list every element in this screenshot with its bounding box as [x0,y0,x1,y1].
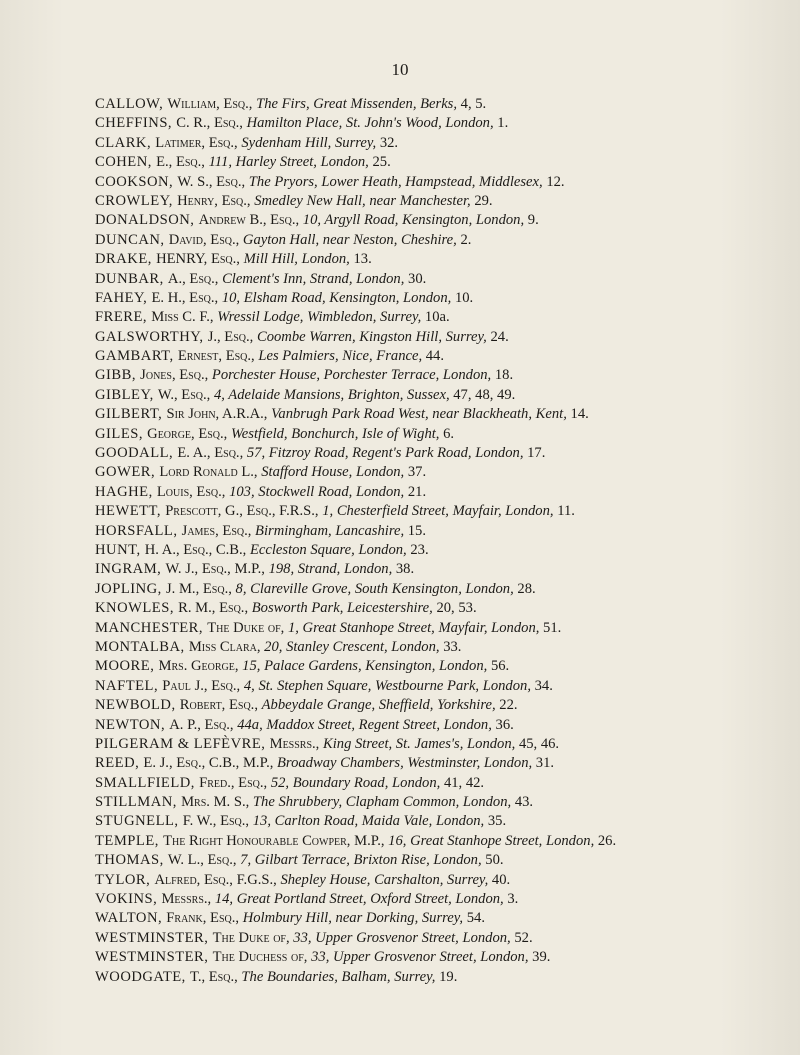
entry-surname: DRAKE, [95,251,157,268]
entry-address: Coombe Warren, Kingston Hill, Surrey, [256,328,491,345]
entry-address: 7, Gilbart Terrace, Brixton Rise, London, [240,852,486,869]
entry-surname: FAHEY, [95,289,152,306]
entry-given-name: W. S., Esq., [177,173,249,190]
entry-address: King Street, St. James's, London, [322,735,519,752]
entry-number: 34. [534,677,553,694]
entry-number: 1. [497,115,509,132]
list-item [95,192,795,211]
entry-number: 38. [395,561,415,578]
entry-given-name: Miss C. F., [151,309,218,326]
entry-number: 13. [353,251,372,268]
entry-address: 4, Adelaide Mansions, Brighton, Sussex, [213,386,454,403]
entry-surname: WESTMINSTER, [95,929,213,946]
entry-surname: STILLMAN, [95,794,182,811]
entry-surname: CLARK, [95,134,156,151]
list-item [95,774,795,793]
list-item [95,425,795,444]
list-item [95,716,795,735]
list-item [95,308,795,327]
entry-address: 57, Fitzroy Road, Regent's Park Road, London, [246,445,528,462]
entry-address: The Shrubbery, Clapham Common, London, [252,794,515,811]
entry-given-name: W., Esq., [157,386,214,403]
entry-surname: THOMAS, [95,852,168,869]
entry-given-name: E., Esq., [156,154,209,171]
entry-address: Stafford House, London, [261,464,408,481]
entry-number: 19. [439,968,458,985]
entry-given-name: Miss Clara, [188,638,265,655]
entry-address: 1, Chesterfield Street, Mayfair, London, [322,503,558,520]
entry-address: 103, Stockwell Road, London, [229,483,408,500]
entry-address: 10, Elsham Road, Kensington, London, [221,289,455,306]
list-item [95,541,795,560]
list-item [95,677,795,696]
list-item [95,812,795,831]
entry-given-name: The Duke of, [207,619,288,636]
entry-given-name: The Duchess of, [212,949,312,966]
entry-given-name: F. W., Esq., [182,813,253,830]
entry-given-name: H. A., Esq., C.B., [144,541,250,558]
entry-given-name: The Duke of, [212,929,294,946]
entry-number: 20, 53. [436,600,477,617]
entry-address: 13, Carlton Road, Maida Vale, London, [252,813,488,830]
entry-surname: CROWLEY, [95,192,178,209]
entry-address: The Pryors, Lower Heath, Hampstead, Middlesex, [248,173,547,190]
entry-address: 20, Stanley Crescent, London, [264,638,444,655]
entry-surname: CHEFFINS, [95,115,177,132]
entry-given-name: William, Esq., [167,96,257,112]
entry-address: Birmingham, Lancashire, [255,522,408,539]
list-item [95,522,795,541]
list-item [95,231,795,250]
entry-surname: WOODGATE, [95,968,190,985]
list-item [95,405,795,424]
entry-address: Vanbrugh Park Road West, near Blackheath, Kent, [271,406,571,423]
entry-address: 10, Argyll Road, Kensington, London, [302,212,528,229]
entry-surname: CALLOW, [95,96,168,112]
entry-given-name: The Right Honourable Cowper, M.P., [163,832,389,849]
list-item [95,948,795,967]
entry-address: 198, Strand, London, [268,561,396,578]
list-item [95,619,795,638]
list-item [95,289,795,308]
entry-address: 33, Upper Grosvenor Street, London, [311,949,533,966]
entry-surname: DUNBAR, [95,270,168,287]
entry-address: 4, St. Stephen Square, Westbourne Park, London, [243,677,535,694]
entry-number: 15. [407,522,426,539]
list-item [95,250,795,269]
entry-number: 37. [407,464,427,481]
entry-surname: GALSWORTHY, [95,328,208,345]
entry-number: 29. [474,192,493,209]
entry-number: 2. [460,231,472,248]
entry-address: Holmbury Hill, near Dorking, Surrey, [242,910,467,927]
list-item [95,968,795,987]
list-item [95,657,795,676]
entry-surname: SMALLFIELD, [95,774,200,791]
entry-address: Porchester House, Porchester Terrace, London, [211,367,495,384]
entry-number: 56. [490,658,510,675]
entry-given-name: J. M., Esq., [165,580,236,597]
entry-address: Broadway Chambers, Westminster, London, [277,755,536,772]
entry-surname: FRERE, [95,309,152,326]
entry-number: 47, 48, 49. [453,386,516,403]
entry-number: 39. [532,949,551,966]
entry-number: 23. [410,541,429,558]
entry-surname: NEWBOLD, [95,697,180,714]
entry-address: 14, Great Portland Street, Oxford Street, London, [214,891,508,908]
entry-surname: STUGNELL, [95,813,183,830]
list-item [95,909,795,928]
entry-given-name: Mrs. George, [158,658,243,675]
entry-surname: GIBLEY, [95,386,158,403]
entry-address: Wressil Lodge, Wimbledon, Surrey, [217,309,425,326]
entry-surname: TYLOR, [95,871,155,888]
entry-number: 54. [466,910,485,927]
entry-number: 6. [443,425,455,442]
list-item [95,580,795,599]
list-item [95,754,795,773]
entry-address: Gayton Hall, near Neston, Cheshire, [242,231,461,248]
entry-given-name: HENRY, Esq., [156,251,244,268]
entry-address: 111, Harley Street, London, [208,154,373,171]
entry-surname: HAGHE, [95,483,157,500]
entry-surname: WESTMINSTER, [95,949,213,966]
entry-number: 51. [543,619,562,636]
list-item [95,95,795,114]
entry-given-name: W. J., Esq., M.P., [165,561,269,578]
entry-given-name: E. H., Esq., [151,289,222,306]
entry-given-name: A. P., Esq., [169,716,238,733]
list-item [95,347,795,366]
entry-number: 22. [499,697,518,714]
entry-address: Sydenham Hill, Surrey, [241,134,380,151]
entry-address: Abbeydale Grange, Sheffield, Yorkshire, [261,697,500,714]
entry-address: Hamilton Place, St. John's Wood, London, [246,115,498,132]
entry-given-name: Latimer, Esq., [155,134,242,151]
entry-given-name: Frank, Esq., [166,910,243,927]
entry-given-name: James, Esq., [181,522,256,539]
entry-number: 40. [491,871,511,888]
entry-address: The Boundaries, Balham, Surrey, [241,968,440,985]
entry-surname: GOODALL, [95,445,178,462]
list-item [95,871,795,890]
entry-given-name: Messrs., [269,735,323,752]
entry-surname: MOORE, [95,658,159,675]
entry-surname: REED, [95,755,144,772]
entry-surname: DONALDSON, [95,212,199,229]
entry-surname: COHEN, [95,154,157,171]
entry-number: 28. [517,580,536,597]
entry-address: Clement's Inn, Strand, London, [222,270,409,287]
entry-surname: HORSFALL, [95,522,182,539]
entry-given-name: Jones, Esq., [140,367,212,384]
entry-number: 25. [372,154,391,171]
entry-number: 24. [490,328,509,345]
entry-address: The Firs, Great Missenden, Berks, [256,96,461,112]
list-item [95,599,795,618]
entry-address: Bosworth Park, Leicestershire, [251,600,437,617]
list-item [95,444,795,463]
entry-given-name: E. J., Esq., C.B., M.P., [143,755,278,772]
entry-given-name: Robert, Esq., [179,697,262,714]
list-item [95,328,795,347]
entry-given-name: David, Esq., [168,231,243,248]
entry-given-name: Prescott, G., Esq., F.R.S., [165,503,323,520]
entry-surname: NEWTON, [95,716,170,733]
entry-address: Smedley New Hall, near Manchester, [254,192,475,209]
entry-surname: GILES, [95,425,148,442]
entry-number: 30. [408,270,427,287]
list-item [95,211,795,230]
entry-surname: GOWER, [95,464,160,481]
entry-number: 14. [570,406,589,423]
entry-surname: MANCHESTER, [95,619,208,636]
list-item [95,134,795,153]
entry-given-name: Andrew B., Esq., [198,212,303,229]
entry-given-name: Henry, Esq., [177,192,255,209]
entry-given-name: Alfred, Esq., F.G.S., [154,871,281,888]
entry-given-name: Messrs., [161,891,215,908]
entry-number: 10a. [424,309,450,326]
entry-surname: COOKSON, [95,173,178,190]
entry-given-name: Fred., Esq., [199,774,271,791]
entry-address: 52, Boundary Road, London, [270,774,444,791]
entry-given-name: Sir John, A.R.A., [166,406,272,423]
entry-surname: INGRAM, [95,561,166,578]
entry-address: 15, Palace Gardens, Kensington, London, [242,658,491,675]
list-item [95,366,795,385]
list-item [95,638,795,657]
entry-number: 26. [597,832,617,849]
entry-surname: GILBERT, [95,406,167,423]
entry-address: Les Palmiers, Nice, France, [258,348,426,365]
entry-number: 31. [535,755,555,772]
list-item [95,463,795,482]
list-item [95,735,795,754]
entry-surname: HUNT, [95,541,145,558]
entry-number: 9. [527,212,539,229]
entry-given-name: C. R., Esq., [176,115,247,132]
entry-given-name: Paul J., Esq., [162,677,244,694]
list-item [95,173,795,192]
entry-surname: VOKINS, [95,891,162,908]
entry-given-name: R. M., Esq., [178,600,252,617]
list-item [95,696,795,715]
list-item [95,270,795,289]
entry-surname: MONTALBA, [95,638,189,655]
entry-number: 12. [546,173,565,190]
entry-number: 50. [485,852,504,869]
entry-number: 43. [514,794,534,811]
entry-given-name: George, Esq., [147,425,231,442]
entry-number: 18. [494,367,514,384]
entry-given-name: T., Esq., [189,968,242,985]
entry-surname: NAFTEL, [95,677,163,694]
entry-address: Eccleston Square, London, [249,541,411,558]
entry-given-name: W. L., Esq., [167,852,241,869]
entry-surname: DUNCAN, [95,231,169,248]
entry-number: 21. [407,483,427,500]
list-item [95,851,795,870]
entry-given-name: Mrs. M. S., [181,794,253,811]
list-item [95,832,795,851]
entry-surname: TEMPLE, [95,832,164,849]
entry-given-name: Louis, Esq., [156,483,230,500]
entry-surname: GAMBART, [95,348,178,365]
entry-number: 41, 42. [443,774,485,791]
list-item [95,483,795,502]
entry-address: 1, Great Stanhope Street, Mayfair, London, [287,619,544,636]
list-item [95,560,795,579]
list-item [95,153,795,172]
entry-address: 16, Great Stanhope Street, London, [388,832,598,849]
entry-surname: HEWETT, [95,503,166,520]
entry-number: 35. [487,813,507,830]
list-item [95,929,795,948]
entry-number: 10. [454,289,474,306]
list-item [95,502,795,521]
entry-number: 33. [443,638,462,655]
subscriber-list [95,95,795,987]
entry-number: 4, 5. [460,96,487,112]
entry-given-name: J., Esq., [207,328,257,345]
entry-surname: GIBB, [95,367,141,384]
entry-address: Mill Hill, London, [243,251,354,268]
entry-number: 44. [425,348,444,365]
entry-given-name: A., Esq., [167,270,223,287]
entry-address: 8, Clareville Grove, South Kensington, London, [235,580,518,597]
entry-surname: WALTON, [95,910,167,927]
entry-address: Shepley House, Carshalton, Surrey, [280,871,492,888]
entry-given-name: E. A., Esq., [177,445,247,462]
entry-number: 45, 46. [518,735,560,752]
page-number: 10 [391,60,409,79]
entry-number: 32. [379,134,399,151]
entry-number: 3. [507,891,519,908]
list-item [95,793,795,812]
entry-given-name: Ernest, Esq., [177,348,259,365]
entry-number: 11. [557,503,575,520]
entry-number: 52. [514,929,533,946]
list-item [95,890,795,909]
entry-address: 33, Upper Grosvenor Street, London, [293,929,515,946]
entry-number: 17. [527,445,546,462]
entry-surname: PILGERAM & LEFÈVRE, [95,735,270,752]
entry-address: 44a, Maddox Street, Regent Street, London, [237,716,496,733]
list-item [95,114,795,133]
entry-surname: JOPLING, [95,580,166,597]
entry-address: Westfield, Bonchurch, Isle of Wight, [230,425,444,442]
entry-number: 36. [495,716,514,733]
list-item [95,386,795,405]
entry-surname: KNOWLES, [95,600,179,617]
entry-given-name: Lord Ronald L., [159,464,262,481]
